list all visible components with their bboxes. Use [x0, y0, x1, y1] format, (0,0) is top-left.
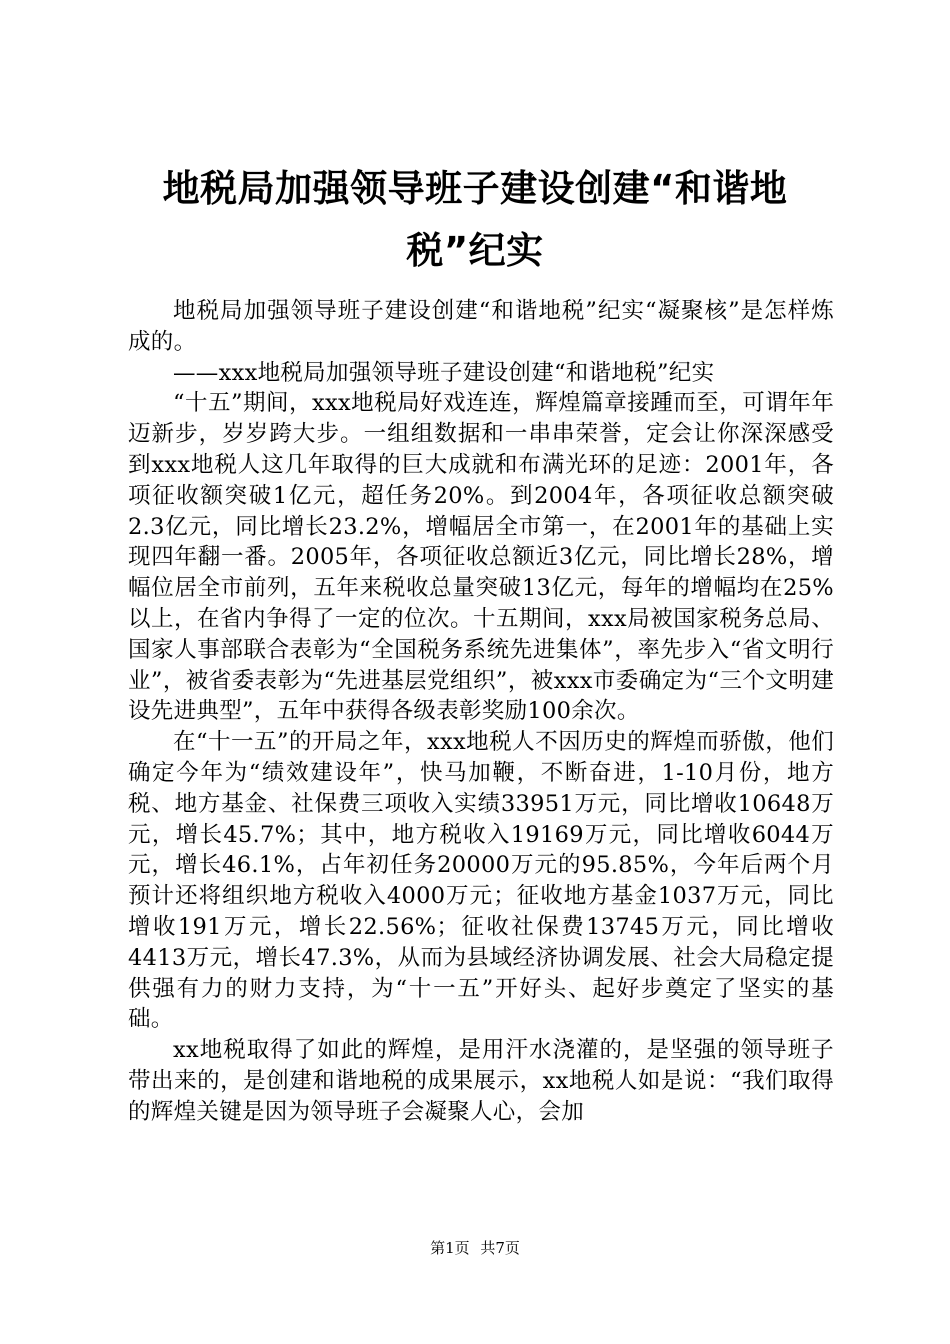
document-title: 地税局加强领导班子建设创建“和谐地税”纪实	[162, 167, 788, 272]
page-footer	[0, 1238, 950, 1258]
document-body	[128, 296, 834, 1128]
paragraph-subtitle: ——xxx地税局加强领导班子建设创建“和谐地税”纪实	[173, 359, 715, 386]
paragraph-eleventh-five-year: 在“十一五”的开局之年，xxx地税人不因历史的辉煌而骄傲，他们确定今年为“绩效建设年”，快马加鞭，不断奋进，1-10月份，地方税、地方基金、社保费三项收入实绩33951万元，同比增收10648万元，增长45.7%；其中，地方税收入19169万元，同比增收6044万元，增长46.1%，占年初任务20000万元的95.85%，今年后两个月预计还将组织地方税收入4000万元；征收地方基金1037万元，同比增收191万元，增长22.56%；征收社保费13745万元，同比增收4413万元，增长47.3%，从而为县域经济协调发展、社会大局稳定提供强有力的财力支持，为“十一五”开好头、起好步奠定了坚实的基础。	[128, 729, 834, 1033]
paragraph-tenth-five-year: “十五”期间，xxx地税局好戏连连，辉煌篇章接踵而至，可谓年年迈新步，岁岁跨大步。一组组数据和一串串荣誉，定会让你深深感受到xxx地税人这几年取得的巨大成就和布满光环的足迹：2001年，各项征收额突破1亿元，超任务20%。到2004年，各项征收总额突破2.3亿元，同比增长23.2%，增幅居全市第一，在2001年的基础上实现四年翻一番。2005年，各项征收总额近3亿元，同比增长28%，增幅位居全市前列，五年来税收总量突破13亿元，每年的增幅均在25%以上，在省内争得了一定的位次。十五期间，xxx局被国家税务总局、国家人事部联合表彰为“全国税务系统先进集体”，率先步入“省文明行业”，被省委表彰为“先进基层党组织”，被xxx市委确定为“三个文明建设先进典型”，五年中获得各级表彰奖励100余次。	[128, 390, 834, 725]
paragraph-leadership: xx地税取得了如此的辉煌，是用汗水浇灌的，是坚强的领导班子带出来的，是创建和谐地税的成果展示，xx地税人如是说：“我们取得的辉煌关键是因为领导班子会凝聚人心，会加	[128, 1037, 834, 1125]
page-total: 共7页	[480, 1239, 520, 1257]
page-number: 第1页	[430, 1239, 470, 1257]
paragraph-intro: 地税局加强领导班子建设创建“和谐地税”纪实“凝聚核”是怎样炼成的。	[128, 298, 834, 355]
